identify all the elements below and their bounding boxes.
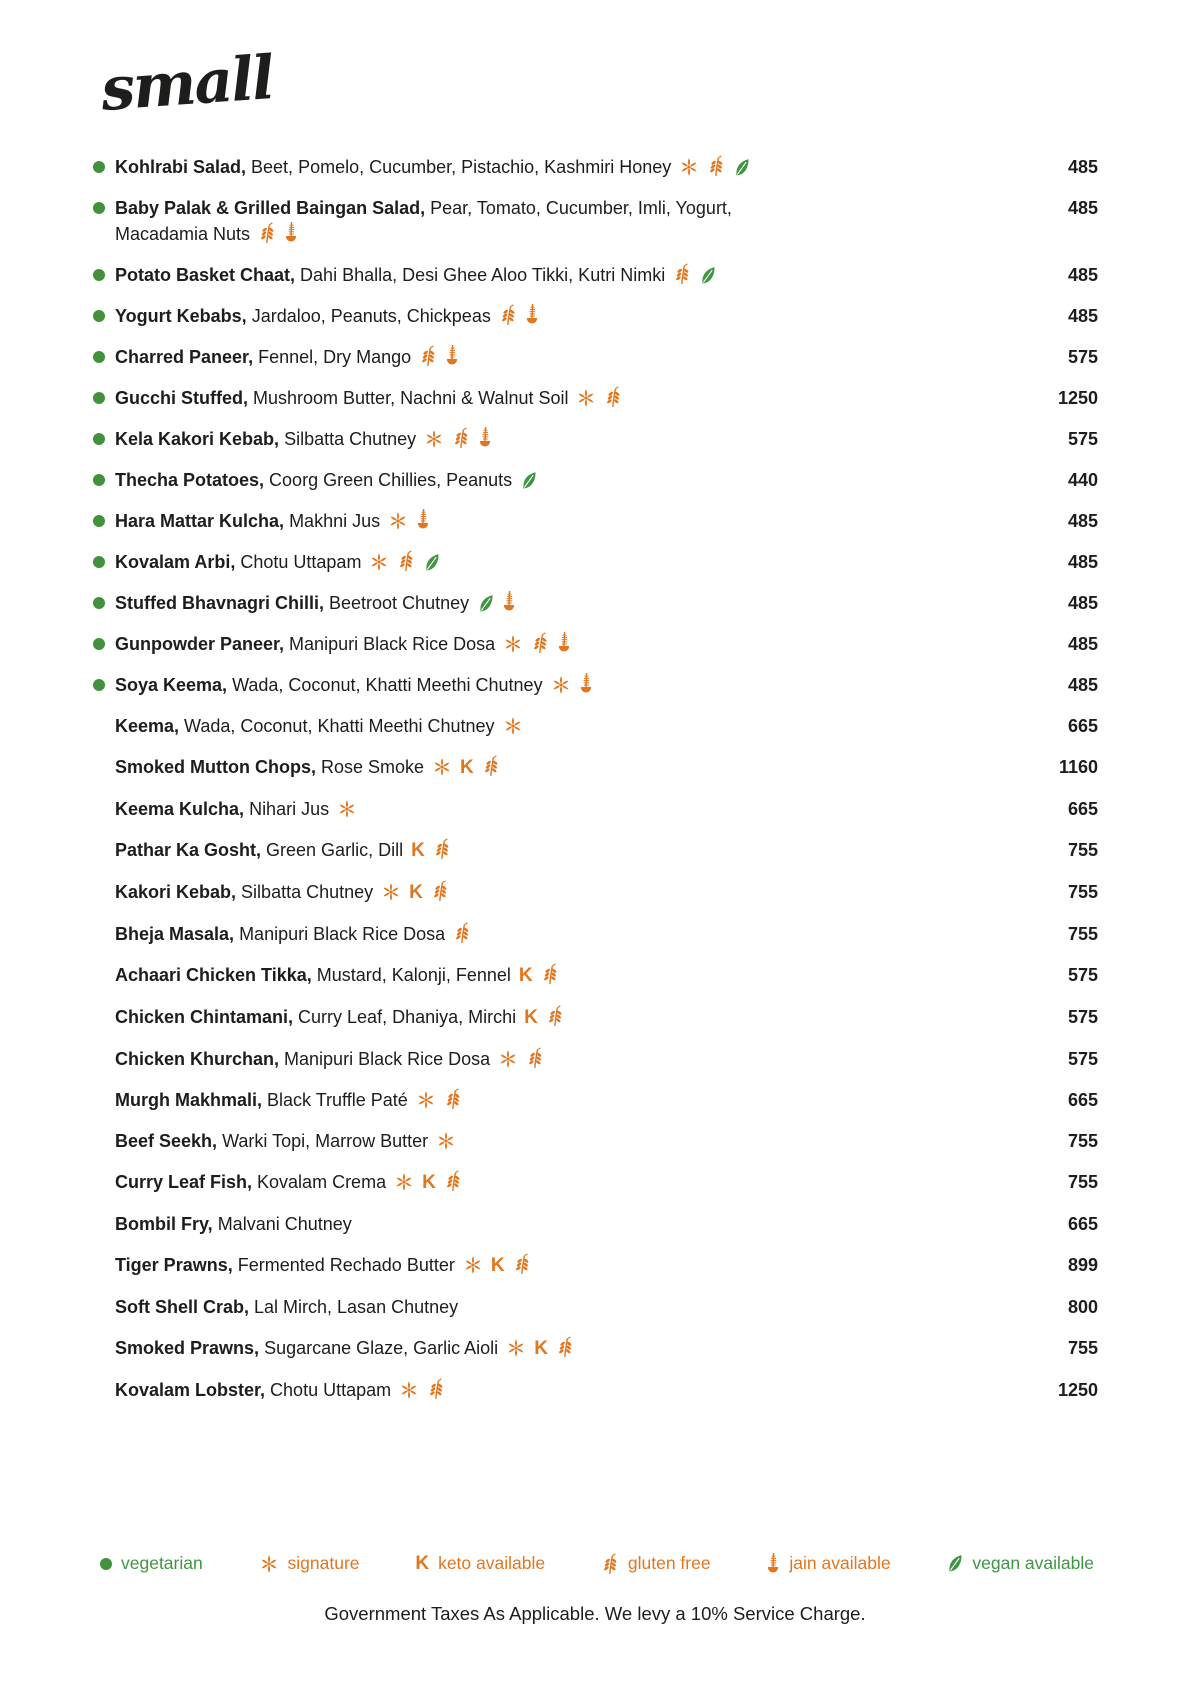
vegetarian-dot-icon [93, 392, 105, 404]
vegetarian-dot-icon [93, 474, 105, 486]
gluten-free-icon [444, 1170, 462, 1192]
item-text [115, 921, 471, 947]
item-price: 440 [1067, 470, 1098, 490]
item-icons [498, 1338, 574, 1358]
gluten-free-icon [556, 1336, 574, 1358]
signature-icon [498, 1049, 518, 1069]
page-title: small [98, 43, 275, 125]
item-text [115, 590, 516, 616]
vegetarian-dot-icon [93, 638, 105, 650]
jain-icon [766, 1552, 780, 1575]
item-icons [495, 634, 571, 654]
item-description: Manipuri Black Rice Dosa [284, 634, 496, 654]
item-text [115, 962, 559, 989]
signature-icon [381, 882, 401, 902]
item-name: Chicken Khurchan, [115, 1049, 280, 1069]
legend-label: keto available [438, 1553, 546, 1573]
vegetarian-dot-icon [93, 351, 105, 363]
vegan-leaf-icon [520, 471, 537, 490]
item-name: Achaari Chicken Tikka, [115, 965, 312, 985]
signature-icon [259, 1554, 279, 1574]
item-price: 575 [1067, 429, 1098, 449]
item-text [115, 879, 449, 906]
menu-item-row [93, 1169, 1098, 1196]
item-description: Lal Mirch, Lasan Chutney [249, 1297, 459, 1317]
item-icons [408, 1090, 462, 1110]
legend-entry-keto [415, 1553, 545, 1575]
item-name: Yogurt Kebabs, [115, 306, 247, 326]
item-text [115, 344, 459, 370]
item-description: Silbatta Chutney [236, 882, 374, 902]
item-text [115, 467, 537, 493]
item-text [115, 1128, 456, 1154]
item-name: Kakori Kebab, [115, 882, 237, 902]
item-icons [428, 1131, 456, 1151]
item-price: 1250 [1057, 1380, 1098, 1400]
menu-item-row [93, 1046, 1098, 1072]
menu-item-row [93, 1252, 1098, 1279]
item-text [115, 1046, 544, 1072]
menu-item-row [93, 921, 1098, 947]
item-name: Soya Keema, [115, 675, 228, 695]
jain-icon [557, 631, 571, 654]
signature-icon [463, 1255, 483, 1275]
menu-item-row [93, 426, 1098, 452]
jain-icon [416, 508, 430, 531]
legend-entry-vegetarian [100, 1553, 203, 1574]
item-icons [516, 1007, 564, 1027]
item-description: Dahi Bhalla, Desi Ghee Aloo Tikki, Kutri Nimki [295, 265, 666, 285]
gluten-free-icon [541, 963, 559, 985]
item-name: Gucchi Stuffed, [115, 388, 249, 408]
vegetarian-dot-icon [93, 161, 105, 173]
gluten-free-icon [546, 1005, 564, 1027]
signature-icon [416, 1090, 436, 1110]
item-price: 755 [1067, 1131, 1098, 1151]
item-price: 755 [1067, 1172, 1098, 1192]
item-description: Coorg Green Chillies, Peanuts [264, 470, 513, 490]
item-text [115, 1169, 462, 1196]
gluten-free-icon [673, 263, 691, 285]
item-description: Warki Topi, Marrow Butter [217, 1131, 429, 1151]
item-description: Black Truffle Paté [262, 1090, 408, 1110]
keto-icon: K [411, 840, 425, 861]
signature-icon [679, 157, 699, 177]
item-text [115, 1252, 531, 1279]
item-price: 485 [1067, 511, 1098, 531]
gluten-free-icon [526, 1047, 544, 1069]
vegetarian-dot-icon [93, 679, 105, 691]
menu-item-row [93, 262, 1098, 288]
gluten-free-icon [444, 1088, 462, 1110]
signature-icon [503, 716, 523, 736]
item-icons [386, 1172, 462, 1192]
item-name: Soft Shell Crab, [115, 1297, 250, 1317]
item-description: Sugarcane Glaze, Garlic Aioli [259, 1338, 499, 1358]
keto-icon: K [460, 757, 474, 778]
menu-item-row [93, 344, 1098, 370]
item-description: Wada, Coconut, Khatti Meethi Chutney [179, 716, 495, 736]
menu-item-row [93, 303, 1098, 329]
item-description: Rose Smoke [316, 757, 425, 777]
item-name: Bheja Masala, [115, 924, 235, 944]
signature-icon [394, 1172, 414, 1192]
menu-item-row [93, 1377, 1098, 1403]
vegan-leaf-icon [946, 1554, 963, 1573]
vegetarian-dot-icon [93, 310, 105, 322]
item-price: 899 [1067, 1255, 1098, 1275]
item-description: Beet, Pomelo, Cucumber, Pistachio, Kashmiri Honey [246, 157, 672, 177]
item-name: Kovalam Lobster, [115, 1380, 266, 1400]
signature-icon [436, 1131, 456, 1151]
legend-entry-gluten-free [601, 1553, 711, 1575]
item-description: Wada, Coconut, Khatti Meethi Chutney [227, 675, 543, 695]
item-icons [490, 1049, 544, 1069]
legend-entry-signature [259, 1553, 360, 1574]
item-price: 755 [1067, 882, 1098, 902]
item-text [115, 754, 500, 781]
gluten-free-icon [419, 345, 437, 367]
signature-icon [432, 757, 452, 777]
item-text [115, 1335, 574, 1362]
item-text [115, 154, 750, 180]
item-price: 485 [1067, 157, 1098, 177]
item-text [115, 1294, 458, 1320]
menu-item-row [93, 1128, 1098, 1154]
item-price: 575 [1067, 1049, 1098, 1069]
item-icons [250, 224, 298, 244]
item-price: 800 [1067, 1297, 1098, 1317]
gluten-free-icon [397, 550, 415, 572]
jain-icon [502, 590, 516, 613]
menu-item-row [93, 962, 1098, 989]
item-text [115, 796, 357, 822]
vegetarian-dot-icon [93, 269, 105, 281]
keto-icon: K [518, 965, 533, 986]
jain-icon [445, 344, 459, 367]
menu-item-row [93, 631, 1098, 657]
item-description: Mushroom Butter, Nachni & Walnut Soil [248, 388, 569, 408]
item-text [115, 508, 430, 534]
keto-icon: K [415, 1552, 430, 1574]
item-description: Kovalam Crema [252, 1172, 387, 1192]
vegan-leaf-icon [423, 553, 440, 572]
signature-icon [399, 1380, 419, 1400]
vegetarian-dot-icon [93, 597, 105, 609]
item-name: Murgh Makhmali, [115, 1090, 263, 1110]
gluten-free-icon [482, 755, 500, 777]
item-name: Pathar Ka Gosht, [115, 840, 262, 860]
legend-label: vegan available [972, 1553, 1094, 1573]
gluten-free-icon [452, 427, 470, 449]
item-price: 485 [1067, 634, 1098, 654]
menu-item-row [93, 1294, 1098, 1320]
item-icons [361, 552, 440, 572]
item-name: Keema, [115, 716, 180, 736]
menu-item-row [93, 467, 1098, 493]
item-name: Kohlrabi Salad, [115, 157, 247, 177]
signature-icon [506, 1338, 526, 1358]
item-name: Tiger Prawns, [115, 1255, 233, 1275]
item-icons [445, 924, 471, 944]
menu-list [93, 154, 1098, 1403]
item-name: Potato Basket Chaat, [115, 265, 296, 285]
item-icons [543, 675, 593, 695]
menu-item-row [93, 713, 1098, 739]
item-icons [671, 157, 750, 177]
signature-icon [369, 552, 389, 572]
keto-icon: K [409, 882, 423, 903]
gluten-free-icon [707, 155, 725, 177]
jain-icon [284, 221, 298, 244]
vegetarian-dot-icon [93, 202, 105, 214]
gluten-free-icon [427, 1378, 445, 1400]
signature-icon [551, 675, 571, 695]
item-name: Gunpowder Paneer, [115, 634, 285, 654]
item-icons [511, 965, 559, 985]
item-icons [424, 757, 500, 777]
vegetarian-dot-icon [93, 515, 105, 527]
item-text [115, 1211, 352, 1237]
item-price: 1160 [1058, 757, 1098, 777]
gluten-free-icon [513, 1253, 531, 1275]
item-description: Green Garlic, Dill [261, 840, 404, 860]
gluten-free-icon [499, 304, 517, 326]
item-name: Beef Seekh, [115, 1131, 218, 1151]
item-name: Smoked Mutton Chops, [115, 757, 316, 777]
item-description: Jardaloo, Peanuts, Chickpeas [246, 306, 491, 326]
item-text [115, 426, 492, 452]
item-name: Kovalam Arbi, [115, 552, 236, 572]
item-name: Curry Leaf Fish, [115, 1172, 253, 1192]
item-description: Pear, Tomato, Cucumber, Imli, Yogurt, Macadamia Nuts [115, 198, 732, 244]
signature-icon [424, 429, 444, 449]
item-name: Charred Paneer, [115, 347, 254, 367]
item-text [115, 713, 523, 739]
item-price: 665 [1067, 1090, 1098, 1110]
item-price: 755 [1067, 840, 1098, 860]
gluten-free-icon [433, 838, 451, 860]
item-description: Nihari Jus [244, 799, 330, 819]
item-text [115, 549, 440, 575]
item-icons [391, 1380, 445, 1400]
menu-item-row [93, 1211, 1098, 1237]
item-icons [380, 511, 430, 531]
keto-icon: K [490, 1255, 505, 1276]
item-icons [416, 429, 492, 449]
item-price: 485 [1067, 265, 1098, 285]
item-price: 755 [1067, 1338, 1098, 1358]
jain-icon [525, 303, 539, 326]
item-price: 1250 [1057, 388, 1098, 408]
item-description: Beetroot Chutney [324, 593, 470, 613]
signature-icon [337, 799, 357, 819]
item-price: 665 [1067, 799, 1098, 819]
item-icons [495, 716, 523, 736]
menu-item-row [93, 1087, 1098, 1113]
item-icons [469, 593, 516, 613]
legend-label: vegetarian [121, 1553, 203, 1573]
menu-item-row [93, 672, 1098, 698]
item-name: Thecha Potatoes, [115, 470, 265, 490]
gluten-free-icon [431, 880, 449, 902]
item-icons [491, 306, 539, 326]
item-icons [568, 388, 622, 408]
item-name: Chicken Chintamani, [115, 1007, 294, 1027]
item-description: Manipuri Black Rice Dosa [234, 924, 446, 944]
item-name: Stuffed Bhavnagri Chilli, [115, 593, 325, 613]
item-text [115, 1087, 462, 1113]
item-text [115, 195, 815, 247]
item-price: 485 [1067, 593, 1098, 613]
item-icons [403, 840, 451, 860]
keto-icon: K [524, 1007, 538, 1028]
legend-label: gluten free [627, 1553, 711, 1573]
item-name: Keema Kulcha, [115, 799, 245, 819]
gluten-free-icon [531, 632, 549, 654]
item-name: Hara Mattar Kulcha, [115, 511, 285, 531]
menu-item-row [93, 1335, 1098, 1362]
item-text [115, 1004, 564, 1031]
item-text [115, 672, 593, 698]
item-name: Kela Kakori Kebab, [115, 429, 280, 449]
gluten-free-icon [453, 922, 471, 944]
item-price: 485 [1067, 675, 1098, 695]
item-price: 485 [1067, 306, 1098, 326]
item-price: 485 [1067, 198, 1098, 218]
gluten-free-icon [601, 1553, 619, 1575]
menu-item-row [93, 879, 1098, 906]
legend-label: jain available [789, 1553, 891, 1573]
legend-label: signature [287, 1553, 360, 1573]
item-price: 575 [1067, 347, 1098, 367]
item-icons [665, 265, 716, 285]
menu-item-row [93, 796, 1098, 822]
item-icons [373, 882, 449, 902]
item-icons [455, 1255, 531, 1275]
item-icons [411, 347, 459, 367]
vegan-leaf-icon [733, 158, 750, 177]
item-name: Baby Palak & Grilled Baingan Salad, [115, 198, 426, 218]
gluten-free-icon [258, 222, 276, 244]
signature-icon [503, 634, 523, 654]
menu-item-row [93, 195, 1098, 247]
legend-entry-vegan [946, 1553, 1094, 1574]
item-description: Curry Leaf, Dhaniya, Mirchi [293, 1007, 517, 1027]
item-description: Silbatta Chutney [279, 429, 417, 449]
item-description: Malvani Chutney [212, 1214, 352, 1234]
item-description: Manipuri Black Rice Dosa [279, 1049, 491, 1069]
keto-icon: K [422, 1172, 436, 1193]
item-price: 755 [1067, 924, 1098, 944]
item-icons [512, 470, 537, 490]
item-description: Makhni Jus [284, 511, 381, 531]
item-text [115, 303, 539, 329]
menu-item-row [93, 508, 1098, 534]
legend-entry-jain [766, 1552, 890, 1575]
item-name: Smoked Prawns, [115, 1338, 260, 1358]
item-icons [329, 799, 357, 819]
item-description: Chotu Uttapam [265, 1380, 392, 1400]
menu-item-row [93, 1004, 1098, 1031]
footer-note: Government Taxes As Applicable. We levy a 10% Service Charge. [324, 1603, 866, 1624]
item-price: 665 [1067, 716, 1098, 736]
vegetarian-dot-icon [93, 556, 105, 568]
vegetarian-dot-icon [93, 433, 105, 445]
keto-icon: K [534, 1338, 548, 1359]
item-text [115, 631, 571, 657]
vegan-leaf-icon [699, 266, 716, 285]
vegan-leaf-icon [477, 594, 494, 613]
menu-item-row [93, 837, 1098, 864]
item-text [115, 385, 622, 411]
signature-icon [576, 388, 596, 408]
item-price: 575 [1067, 1007, 1098, 1027]
menu-item-row [93, 154, 1098, 180]
item-description: Chotu Uttapam [235, 552, 362, 572]
menu-item-row [93, 385, 1098, 411]
jain-icon [478, 426, 492, 449]
item-price: 665 [1067, 1214, 1098, 1234]
vegetarian-dot-icon [100, 1558, 112, 1570]
item-text [115, 1377, 445, 1403]
item-text [115, 262, 716, 288]
menu-item-row [93, 590, 1098, 616]
item-price: 485 [1067, 552, 1098, 572]
item-description: Fermented Rechado Butter [232, 1255, 455, 1275]
jain-icon [579, 672, 593, 695]
gluten-free-icon [604, 386, 622, 408]
item-text [115, 837, 451, 864]
item-description: Mustard, Kalonji, Fennel [311, 965, 511, 985]
menu-item-row [93, 754, 1098, 781]
menu-item-row [93, 549, 1098, 575]
item-price: 575 [1067, 965, 1098, 985]
item-description: Fennel, Dry Mango [253, 347, 412, 367]
legend [100, 1552, 1094, 1575]
item-name: Bombil Fry, [115, 1214, 213, 1234]
signature-icon [388, 511, 408, 531]
